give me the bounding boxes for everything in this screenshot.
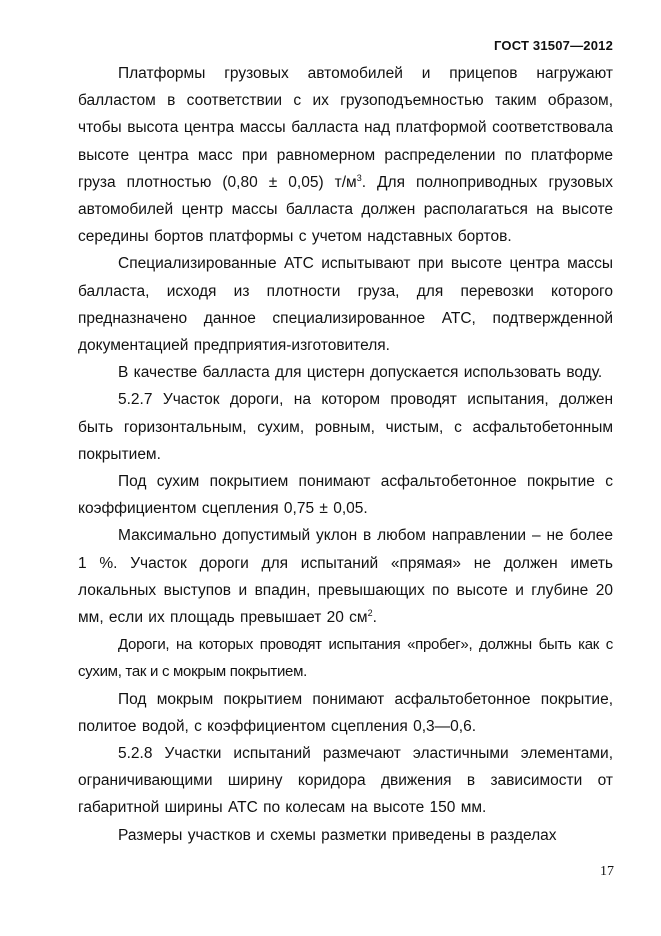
paragraph-5-2-8: 5.2.8 Участки испытаний размечают эластичными элементами, ограничивающими ширину коридора движения в зависимости от габаритной ширины АТС по колесам на высоте 150 мм. (78, 745, 613, 817)
page-number: 17 (600, 864, 614, 879)
paragraph-section-sizes: Размеры участков и схемы разметки приведены в разделах (118, 826, 557, 844)
paragraph-text: . (372, 609, 377, 627)
superscript: 3 (356, 172, 362, 183)
paragraph-specialized-vehicles: Специализированные АТС испытывают при высоте центра массы балласта, исходя из плотности груза, для перевозки которого предназначено данное специализированное АТС, подтвержденной документацией предприятия-изготовителя. (78, 255, 613, 355)
paragraph-wet-surface: Под мокрым покрытием понимают асфальтобетонное покрытие, политое водой, с коэффициентом сцепления 0,3—0,6. (78, 690, 613, 735)
paragraph-text: . Для полноприводных грузовых автомобилей центр массы балласта должен располагаться на высоте середины бортов платформы с учетом надставных бортов. (78, 173, 613, 246)
paragraph-text: Максимально допустимый уклон в любом направлении – не более 1 %. Участок дороги для испытаний «прямая» не должен иметь локальных выступов и впадин, превышающих по высоте и глубине 20 мм, если их площадь превышает 20 см (78, 527, 613, 627)
paragraph-max-slope (78, 522, 613, 631)
paragraph-dry-surface: Под сухим покрытием понимают асфальтобетонное покрытие с коэффициентом сцепления 0,75 ± 0,05. (78, 473, 613, 518)
superscript: 2 (367, 608, 373, 619)
document-header: ГОСТ 31507—2012 (494, 38, 613, 53)
paragraph-ballast-loading (78, 60, 613, 250)
document-body (78, 60, 613, 849)
paragraph-text: Платформы грузовых автомобилей и прицепов нагружают балластом в соответствии с их грузоподъемностью таким образом, чтобы высота центра массы балласта над платформой соответствовала высоте центра масс при равномерном распределении по платформе груза плотностью (0,80 ± 0,05) т/м (78, 65, 613, 191)
paragraph-tank-ballast: В качестве балласта для цистерн допускается использовать воду. (118, 364, 603, 382)
paragraph-5-2-7: 5.2.7 Участок дороги, на котором проводят испытания, должен быть горизонтальным, сухим, ровным, чистым, с асфальтобетонным покрытием. (78, 391, 613, 463)
paragraph-run-roads: Дороги, на которых проводят испытания «пробег», должны быть как с сухим, так и с мокрым покрытием. (78, 636, 613, 681)
